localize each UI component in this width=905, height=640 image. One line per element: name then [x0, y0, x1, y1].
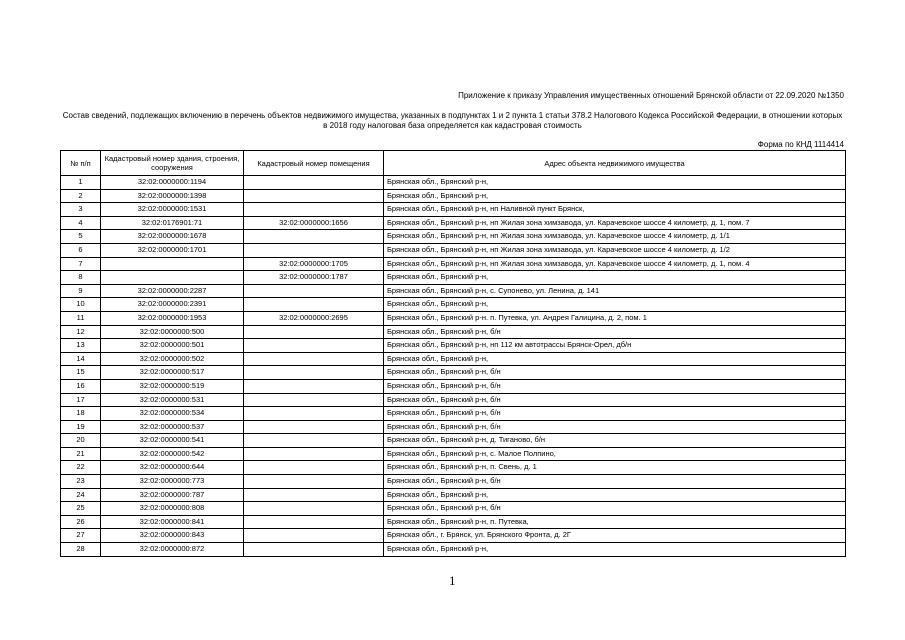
- address: Брянская обл., Брянский р-н, б/н: [384, 325, 846, 339]
- building-cadastral-number: 32:02:0000000:787: [101, 488, 244, 502]
- row-number: 20: [61, 434, 101, 448]
- table-row: [61, 352, 846, 366]
- table-row: [61, 543, 846, 557]
- row-number: 21: [61, 447, 101, 461]
- building-cadastral-number: 32:02:0000000:808: [101, 502, 244, 516]
- table-row: [61, 257, 846, 271]
- building-cadastral-number: 32:02:0000000:541: [101, 434, 244, 448]
- building-cadastral-number: 32:02:0000000:519: [101, 379, 244, 393]
- premises-cadastral-number: [244, 230, 384, 244]
- table-row: [61, 515, 846, 529]
- address: Брянская обл., Брянский р-н. п. Путевка, ул. Андрея Галицина, д. 2, пом. 1: [384, 311, 846, 325]
- row-number: 5: [61, 230, 101, 244]
- building-cadastral-number: 32:02:0000000:841: [101, 515, 244, 529]
- address: Брянская обл., Брянский р-н, б/н: [384, 379, 846, 393]
- row-number: 10: [61, 298, 101, 312]
- premises-cadastral-number: [244, 176, 384, 190]
- building-cadastral-number: 32:02:0000000:1678: [101, 230, 244, 244]
- table-header-row: [61, 151, 846, 176]
- address: Брянская обл., Брянский р-н, нп Жилая зона химзавода, ул. Карачевское шоссе 4 километр, д. 1/1: [384, 230, 846, 244]
- table-row: [61, 230, 846, 244]
- form-code: Форма по КНД 1114414: [757, 140, 844, 149]
- building-cadastral-number: 32:02:0000000:1953: [101, 311, 244, 325]
- address: Брянская обл., Брянский р-н, нп Жилая зона химзавода, ул. Карачевское шоссе 4 километр, д. 1, пом. 4: [384, 257, 846, 271]
- premises-cadastral-number: [244, 379, 384, 393]
- table-row: [61, 325, 846, 339]
- table-row: [61, 189, 846, 203]
- building-cadastral-number: 32:02:0000000:531: [101, 393, 244, 407]
- premises-cadastral-number: [244, 352, 384, 366]
- table-row: [61, 216, 846, 230]
- row-number: 19: [61, 420, 101, 434]
- table-row: [61, 461, 846, 475]
- row-number: 28: [61, 543, 101, 557]
- address: Брянская обл., Брянский р-н, д. Тиганово, б/н: [384, 434, 846, 448]
- row-number: 6: [61, 243, 101, 257]
- building-cadastral-number: 32:02:0000000:773: [101, 475, 244, 489]
- address: Брянская обл., Брянский р-н, с. Малое Полпино,: [384, 447, 846, 461]
- row-number: 7: [61, 257, 101, 271]
- building-cadastral-number: 32:02:0000000:542: [101, 447, 244, 461]
- row-number: 4: [61, 216, 101, 230]
- page-number: 1: [449, 573, 456, 588]
- building-cadastral-number: 32:02:0000000:872: [101, 543, 244, 557]
- premises-cadastral-number: [244, 420, 384, 434]
- address: Брянская обл., Брянский р-н,: [384, 488, 846, 502]
- address: Брянская обл., Брянский р-н, п. Путевка,: [384, 515, 846, 529]
- row-number: 22: [61, 461, 101, 475]
- table-row: [61, 420, 846, 434]
- building-cadastral-number: [101, 257, 244, 271]
- row-number: 23: [61, 475, 101, 489]
- row-number: 8: [61, 271, 101, 285]
- row-number: 1: [61, 176, 101, 190]
- table-row: [61, 243, 846, 257]
- premises-cadastral-number: [244, 325, 384, 339]
- table-row: [61, 379, 846, 393]
- row-number: 13: [61, 339, 101, 353]
- address: Брянская обл., Брянский р-н, с. Супонево, ул. Ленина, д. 141: [384, 284, 846, 298]
- table-row: [61, 488, 846, 502]
- address: Брянская обл., Брянский р-н, нп Жилая зона химзавода, ул. Карачевское шоссе 4 километр, д. 1, пом. 7: [384, 216, 846, 230]
- address: Брянская обл., Брянский р-н, п. Свень, д. 1: [384, 461, 846, 475]
- table-row: [61, 393, 846, 407]
- address: Брянская обл., Брянский р-н, б/н: [384, 475, 846, 489]
- premises-cadastral-number: [244, 298, 384, 312]
- building-cadastral-number: 32:02:0176901:71: [101, 216, 244, 230]
- row-number: 15: [61, 366, 101, 380]
- row-number: 16: [61, 379, 101, 393]
- col-header-premises-cadastral: Кадастровый номер помещения: [244, 151, 384, 176]
- table-row: [61, 475, 846, 489]
- table-row: [61, 434, 846, 448]
- building-cadastral-number: 32:02:0000000:2391: [101, 298, 244, 312]
- row-number: 25: [61, 502, 101, 516]
- building-cadastral-number: 32:02:0000000:500: [101, 325, 244, 339]
- table-row: [61, 284, 846, 298]
- building-cadastral-number: 32:02:0000000:1398: [101, 189, 244, 203]
- building-cadastral-number: [101, 271, 244, 285]
- address: Брянская обл., Брянский р-н,: [384, 298, 846, 312]
- address: Брянская обл., Брянский р-н, б/н: [384, 407, 846, 421]
- premises-cadastral-number: 32:02:0000000:1705: [244, 257, 384, 271]
- appendix-line: Приложение к приказу Управления имущественных отношений Брянской области от 22.09.2020 №1350: [458, 91, 844, 100]
- premises-cadastral-number: 32:02:0000000:2695: [244, 311, 384, 325]
- premises-cadastral-number: [244, 475, 384, 489]
- table-row: [61, 298, 846, 312]
- address: Брянская обл., Брянский р-н, нп Наливной пункт Брянск,: [384, 203, 846, 217]
- table-row: [61, 203, 846, 217]
- row-number: 18: [61, 407, 101, 421]
- premises-cadastral-number: [244, 407, 384, 421]
- address: Брянская обл., Брянский р-н,: [384, 271, 846, 285]
- premises-cadastral-number: [244, 393, 384, 407]
- table-row: [61, 366, 846, 380]
- document-title: Состав сведений, подлежащих включению в перечень объектов недвижимого имущества, указанных в подпунктах 1 и 2 пункта 1 статьи 378.2 Налогового Кодекса Российской Федерации, в отношении которых в 2018 году налоговая база определяется как кадастровая стоимость: [62, 111, 843, 130]
- address: Брянская обл., Брянский р-н, б/н: [384, 393, 846, 407]
- address: Брянская обл., Брянский р-н, б/н: [384, 502, 846, 516]
- premises-cadastral-number: [244, 243, 384, 257]
- table-row: [61, 502, 846, 516]
- address: Брянская обл., Брянский р-н, нп 112 км автотрассы Брянск-Орел, дб/н: [384, 339, 846, 353]
- row-number: 12: [61, 325, 101, 339]
- address: Брянская обл., Брянский р-н,: [384, 543, 846, 557]
- building-cadastral-number: 32:02:0000000:537: [101, 420, 244, 434]
- premises-cadastral-number: 32:02:0000000:1656: [244, 216, 384, 230]
- table-row: [61, 447, 846, 461]
- building-cadastral-number: 32:02:0000000:1701: [101, 243, 244, 257]
- col-header-building-cadastral: Кадастровый номер здания, строения, сооружения: [101, 151, 244, 176]
- building-cadastral-number: 32:02:0000000:502: [101, 352, 244, 366]
- row-number: 2: [61, 189, 101, 203]
- table-row: [61, 529, 846, 543]
- col-header-number: № п/п: [61, 151, 101, 176]
- premises-cadastral-number: [244, 366, 384, 380]
- table-body: [61, 176, 846, 557]
- premises-cadastral-number: [244, 434, 384, 448]
- building-cadastral-number: 32:02:0000000:501: [101, 339, 244, 353]
- address: Брянская обл., Брянский р-н, б/н: [384, 366, 846, 380]
- property-table: [60, 150, 846, 557]
- address: Брянская обл., Брянский р-н, б/н: [384, 420, 846, 434]
- address: Брянская обл., Брянский р-н, нп Жилая зона химзавода, ул. Карачевское шоссе 4 километр, д. 1/2: [384, 243, 846, 257]
- premises-cadastral-number: [244, 284, 384, 298]
- table-row: [61, 311, 846, 325]
- premises-cadastral-number: [244, 339, 384, 353]
- row-number: 3: [61, 203, 101, 217]
- building-cadastral-number: 32:02:0000000:534: [101, 407, 244, 421]
- row-number: 14: [61, 352, 101, 366]
- premises-cadastral-number: [244, 488, 384, 502]
- address: Брянская обл., Брянский р-н,: [384, 352, 846, 366]
- row-number: 27: [61, 529, 101, 543]
- row-number: 26: [61, 515, 101, 529]
- building-cadastral-number: 32:02:0000000:2287: [101, 284, 244, 298]
- address: Брянская обл., Брянский р-н,: [384, 176, 846, 190]
- address: Брянская обл., Брянский р-н,: [384, 189, 846, 203]
- building-cadastral-number: 32:02:0000000:843: [101, 529, 244, 543]
- building-cadastral-number: 32:02:0000000:644: [101, 461, 244, 475]
- building-cadastral-number: 32:02:0000000:517: [101, 366, 244, 380]
- premises-cadastral-number: [244, 543, 384, 557]
- table-row: [61, 176, 846, 190]
- premises-cadastral-number: [244, 515, 384, 529]
- row-number: 17: [61, 393, 101, 407]
- row-number: 24: [61, 488, 101, 502]
- table-row: [61, 339, 846, 353]
- premises-cadastral-number: [244, 447, 384, 461]
- table-row: [61, 407, 846, 421]
- premises-cadastral-number: [244, 203, 384, 217]
- premises-cadastral-number: [244, 529, 384, 543]
- row-number: 9: [61, 284, 101, 298]
- premises-cadastral-number: [244, 502, 384, 516]
- building-cadastral-number: 32:02:0000000:1194: [101, 176, 244, 190]
- col-header-address: Адрес объекта недвижимого имущества: [384, 151, 846, 176]
- premises-cadastral-number: [244, 461, 384, 475]
- building-cadastral-number: 32:02:0000000:1531: [101, 203, 244, 217]
- premises-cadastral-number: 32:02:0000000:1787: [244, 271, 384, 285]
- address: Брянская обл., г. Брянск, ул. Брянского Фронта, д. 2Г: [384, 529, 846, 543]
- row-number: 11: [61, 311, 101, 325]
- premises-cadastral-number: [244, 189, 384, 203]
- table-row: [61, 271, 846, 285]
